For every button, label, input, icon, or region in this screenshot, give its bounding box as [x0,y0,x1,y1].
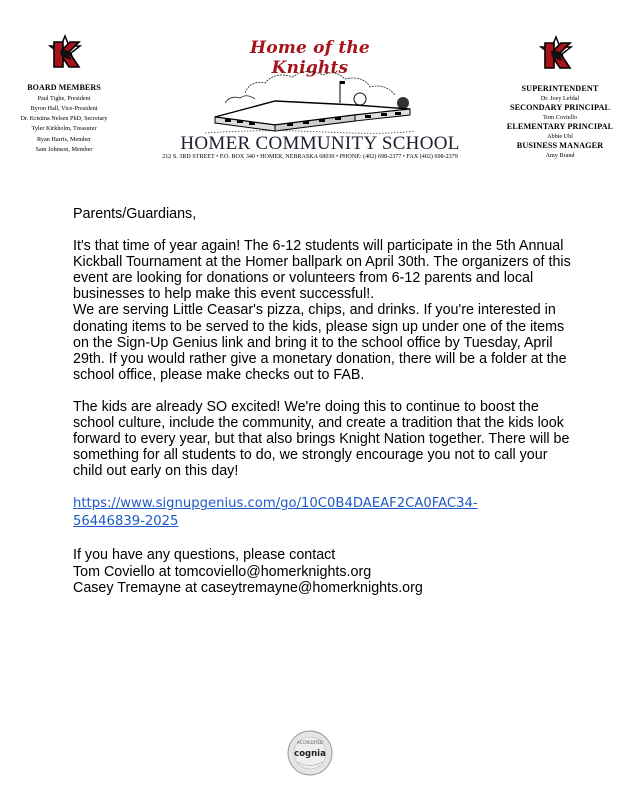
admin-name: Abbie Uhl [547,133,573,140]
board-member: Ryan Harris, Member [37,135,91,143]
board-members-list [0,83,128,155]
admin-name: Amy Brand [545,152,575,159]
admin-title: SECONDARY PRINCIPAL [509,103,611,112]
school-name: HOMER COMMUNITY SCHOOL [180,133,460,154]
board-member: Sam Johnson, Member [35,145,93,153]
contact-line: Tom Coviello at tomcoviello@homerknights.org [73,563,372,580]
board-member: Byron Hall, Vice-President [30,104,98,112]
knights-logo-icon [47,34,83,70]
paragraph-event-intro: It's that time of year again! The 6-12 students will participate in the 5th Annual Kickball Tournament at the Homer ballpark on April 30th. The organizers of this event are looking for donations or volunteers from 6-12 parents and local businesses to help make this event successful!. [73,238,571,303]
school-address: 212 S. 3RD STREET • P.O. BOX 340 • HOMER, NEBRASKA 68030 • PHONE: (402) 698-2377 • FAX (402) 698-2379 [162,154,458,160]
contact-line: Casey Tremayne at caseytremayne@homerknights.org [73,579,423,596]
contact-intro: If you have any questions, please contact [73,547,336,564]
badge-name-text: cognia [294,749,326,759]
paragraph-school-culture: The kids are already SO excited! We're doing this to continue to boost the school culture, include the community, and create a tradition that the kids look forward to every year, but that also brings Knight Nation together. There will be something for all students to do, we strongly encourage you not to call your child out early on this day! [73,398,570,480]
board-members-heading: BOARD MEMBERS [27,83,101,92]
salutation: Parents/Guardians, [73,206,197,222]
school-tagline: Home of the Knights [250,38,370,78]
board-member: Paul Tighe, President [37,94,91,102]
administration-list [500,84,620,160]
badge-top-text: ACCREDITED [297,740,323,745]
knights-logo-icon [538,35,574,71]
admin-name: Dr. Joey Lefdal [540,95,580,102]
admin-title: SUPERINTENDENT [521,84,599,93]
signup-genius-link[interactable]: https://www.signupgenius.com/go/10C0B4DAEAF2CA0FAC34-56446839-2025 [73,496,478,530]
cognia-accreditation-badge-icon [286,729,334,777]
school-building-illustration [205,65,415,135]
letter-body [73,206,573,596]
admin-title: ELEMENTARY PRINCIPAL [506,122,614,131]
admin-name: Tom Coviello [542,114,578,121]
board-member: Dr. Kristina Nelsen PhD, Secretary [20,115,108,123]
admin-title: BUSINESS MANAGER [516,141,604,150]
paragraph-donations: We are serving Little Ceasar's pizza, chips, and drinks. If you're interested in donating items to be served to the kids, please sign up under one of the items on the Sign-Up Genius link and bring it to the school office by Tuesday, April 29th. If you would rather give a monetary donation, there will be a folder at the school office, please make checks out to FAB. [73,302,567,383]
board-member: Tyler Kirkholm, Treasurer [31,125,97,133]
